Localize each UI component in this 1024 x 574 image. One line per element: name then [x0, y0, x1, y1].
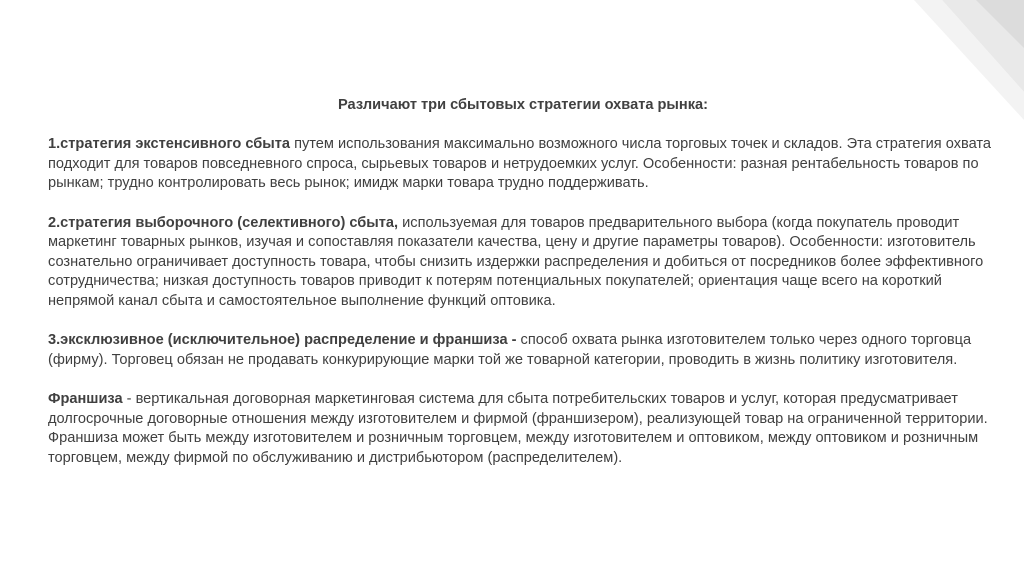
- paragraph-text: используемая для товаров предварительного выбора (когда покупатель проводит маркетинг товарных рынков, изучая и сопоставляя показатели качества, цену и другие параметры товаров). Особенности: изготовитель сознательно ограничивает доступность товара, чтобы снизить издержки распределения и добиться от посредников более эффективного сотрудничества; низкая доступность товаров приводит к потерям потенциальных покупателей; ориентация чаще всего на короткий непрямой канал сбыта и самостоятельное выполнение функций оптовика.: [48, 214, 984, 309]
- paragraph-text: способ охвата рынка изготовителем только через одного торговца (фирму). Торговец обязан не продавать конкурирующие марки той же товарной категории, проводить в жизнь политику изготовителя.: [48, 332, 972, 368]
- paragraph-lead: 3.эксклюзивное (исключительное) распределение и франшиза -: [48, 332, 517, 349]
- paragraph-extensive: [48, 135, 998, 194]
- paragraph-lead: 1.стратегия экстенсивного сбыта: [48, 136, 291, 153]
- paragraph-text: - вертикальная договорная маркетинговая система для сбыта потребительских товаров и услуг, которая предусматривает долгосрочные договорные отношения между изготовителем и фирмой (франшизером), реализующей товар на ограниченной территории. Франшиза может быть между изготовителем и розничным торговцем, между изготовителем и оптовиком, между оптовиком и розничным торговцем, между фирмой по обслуживанию и дистрибьютором (распределителем).: [48, 390, 988, 466]
- paragraph-exclusive: [48, 331, 998, 370]
- slide-title: Различают три сбытовых стратегии охвата рынка:: [338, 97, 708, 113]
- paragraph-lead: Франшиза: [48, 390, 123, 407]
- paragraph-text: путем использования максимально возможного числа торговых точек и складов. Эта стратегия охвата подходит для товаров повседневного спроса, сырьевых товаров и нетрудоемких услуг. Особенности: разная рентабельность товаров по рынкам; трудно контролировать весь рынок; имидж марки товара трудно поддерживать.: [48, 136, 992, 192]
- paragraph-selective: [48, 214, 998, 312]
- paragraph-franchise: [48, 390, 998, 468]
- paragraph-lead: 2.стратегия выборочного (селективного) сбыта,: [48, 214, 399, 231]
- slide-content: [48, 96, 998, 468]
